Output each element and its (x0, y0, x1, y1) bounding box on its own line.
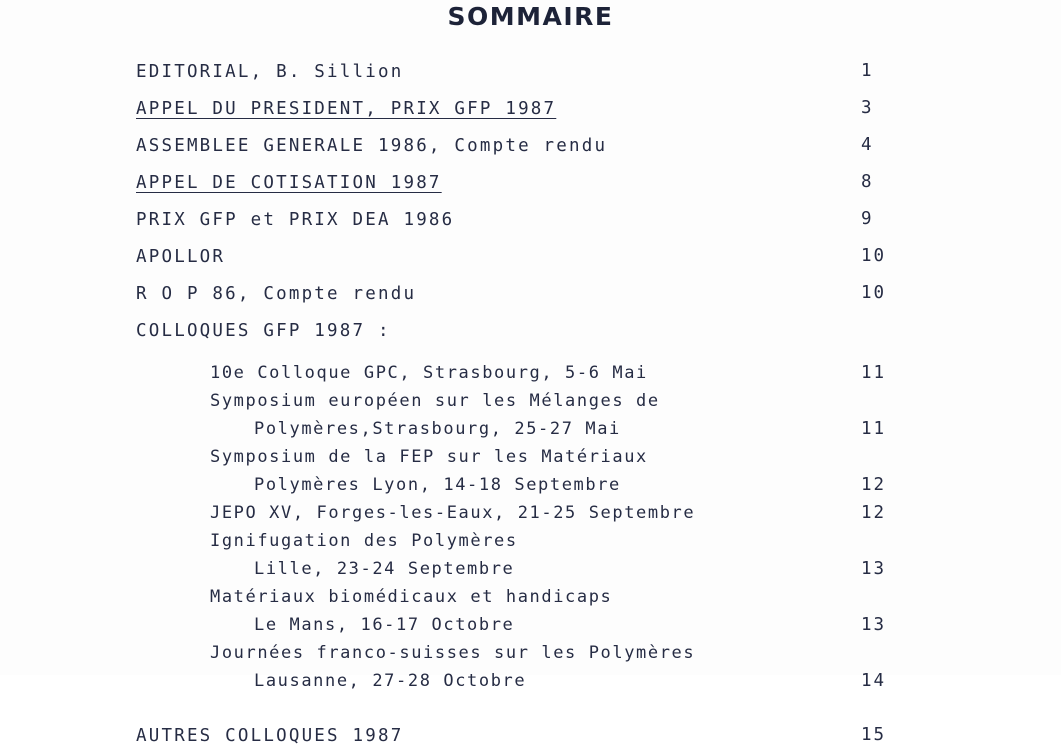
toc-entry-page-number: 15 (861, 725, 887, 745)
toc-entry-page-number: 10 (861, 246, 887, 266)
toc-entry[interactable] (136, 238, 1041, 275)
toc-entry-label: 10e Colloque GPC, Strasbourg, 5-6 Mai (210, 363, 648, 383)
toc-entry[interactable] (136, 387, 1041, 415)
toc-entry-label: Polymères,Strasbourg, 25-27 Mai (254, 419, 621, 439)
toc-entry-label: PRIX GFP et PRIX DEA 1986 (136, 210, 455, 230)
toc-entry-page-number: 11 (861, 419, 887, 439)
toc-entry[interactable] (136, 312, 1041, 349)
toc-entry-page-number: 12 (861, 475, 887, 495)
toc-entry-page-number: 10 (861, 283, 887, 303)
toc-entry-page-number: 9 (861, 209, 874, 229)
spacer (136, 695, 1041, 717)
toc-entry[interactable] (136, 639, 1041, 667)
toc-entry[interactable] (136, 201, 1041, 238)
toc-entry[interactable] (136, 53, 1041, 90)
toc-entry-label: APPEL DU PRESIDENT, PRIX GFP 1987 (136, 99, 557, 119)
toc-entry[interactable] (136, 527, 1041, 555)
toc-entry-page-number: 13 (861, 559, 887, 579)
toc-entry-label: Le Mans, 16-17 Octobre (254, 615, 515, 635)
toc-entry-label: Symposium de la FEP sur les Matériaux (210, 447, 648, 467)
toc-entry[interactable] (136, 415, 1041, 443)
toc-entry[interactable] (136, 611, 1041, 639)
spacer (136, 349, 1041, 359)
toc-entry[interactable] (136, 127, 1041, 164)
toc-entry[interactable] (136, 90, 1041, 127)
toc-entry[interactable] (136, 359, 1041, 387)
toc-entry-label: Matériaux biomédicaux et handicaps (210, 587, 613, 607)
toc-entry-page-number: 4 (861, 135, 874, 155)
toc-entry-label: R O P 86, Compte rendu (136, 284, 417, 304)
toc-entry-label: APPEL DE COTISATION 1987 (136, 173, 442, 193)
toc-entry[interactable] (136, 275, 1041, 312)
toc-entry-page-number: 1 (861, 61, 874, 81)
toc-entry[interactable] (136, 499, 1041, 527)
toc-entry-label: Ignifugation des Polymères (210, 531, 518, 551)
toc-entry-page-number: 13 (861, 615, 887, 635)
toc-entry-label: Polymères Lyon, 14-18 Septembre (254, 475, 621, 495)
toc-entry[interactable] (136, 667, 1041, 695)
toc-entry-label: APOLLOR (136, 247, 226, 267)
toc-entry[interactable] (136, 555, 1041, 583)
toc-entry-label: COLLOQUES GFP 1987 : (136, 321, 391, 341)
toc-entry-label: Lausanne, 27-28 Octobre (254, 671, 527, 691)
table-of-contents (0, 53, 1061, 754)
toc-entry-page-number: 12 (861, 503, 887, 523)
toc-entry-label: Lille, 23-24 Septembre (254, 559, 515, 579)
toc-entry-label: Journées franco-suisses sur les Polymères (210, 643, 696, 663)
toc-entry-label: JEPO XV, Forges-les-Eaux, 21-25 Septembre (210, 503, 696, 523)
toc-entry-page-number: 11 (861, 363, 887, 383)
toc-entry-page-number: 14 (861, 671, 887, 691)
toc-entry[interactable] (136, 164, 1041, 201)
toc-entry-label: ASSEMBLEE GENERALE 1986, Compte rendu (136, 136, 608, 156)
toc-entry-label: Symposium européen sur les Mélanges de (210, 391, 660, 411)
toc-entry-label: AUTRES COLLOQUES 1987 (136, 726, 404, 746)
toc-entry[interactable] (136, 443, 1041, 471)
toc-entry-page-number: 8 (861, 172, 874, 192)
page-title: SOMMAIRE (447, 2, 614, 31)
toc-entry[interactable] (136, 471, 1041, 499)
toc-entry[interactable] (136, 717, 1041, 754)
toc-entry-page-number: 3 (861, 98, 874, 118)
toc-entry-label: EDITORIAL, B. Sillion (136, 62, 404, 82)
toc-entry[interactable] (136, 583, 1041, 611)
